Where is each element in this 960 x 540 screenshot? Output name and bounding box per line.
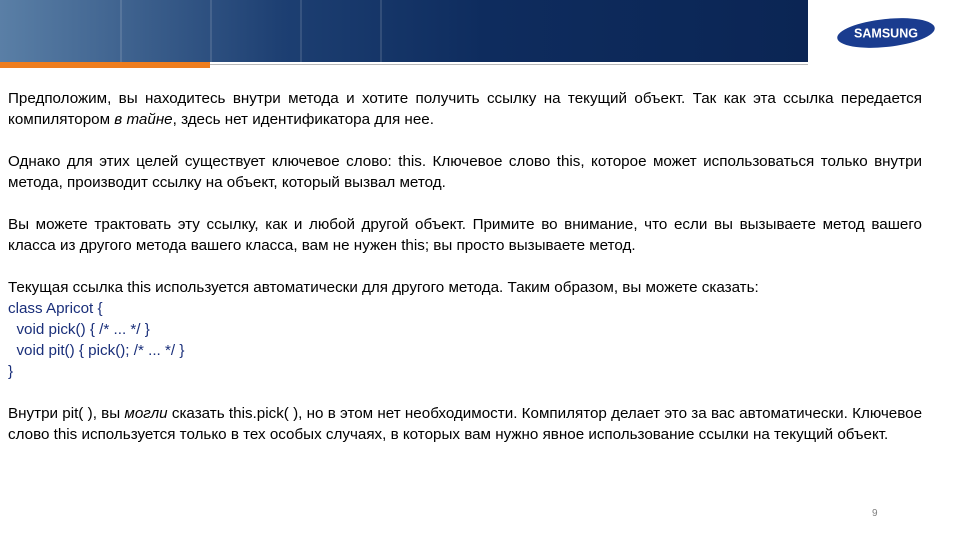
accent-bar [0, 62, 210, 68]
keyword-this: this [53, 426, 78, 443]
paragraph-1: Предположим, вы находитесь внутри метода и хотите получить ссылку на текущий объект. Так как эта ссылка передается компилятором в тайне, здесь нет идентификатора для нее. [8, 90, 922, 128]
paragraph-3: Вы можете трактовать эту ссылку, как и любой другой объект. Примите во внимание, что если вы вызываете метод вашего класса из другого метода вашего класса, вам не нужен this; вы просто вызываете метод. [8, 216, 922, 254]
paragraph-2: Однако для этих целей существует ключевое слово: this. Ключевое слово this, которое может использоваться только внутри метода, производит ссылку на объект, который вызвал метод. [8, 153, 923, 191]
code-line: void pit() { pick(); /* ... */ } [8, 342, 185, 359]
keyword-this-pick: this.pick( ) [228, 405, 299, 422]
code-line: } [8, 363, 14, 380]
keyword-this: this [401, 237, 425, 254]
keyword-this: this [127, 279, 151, 296]
divider-line [210, 64, 808, 65]
samsung-logo [836, 17, 936, 49]
keyword-this: this [398, 153, 422, 170]
code-line: class Apricot { [8, 300, 103, 317]
code-line: void pick() { /* ... */ } [8, 321, 150, 338]
paragraph-5: Внутри pit( ), вы могли сказать this.pick( ), но в этом нет необходимости. Компилятор делает это за вас автоматически. Ключевое слово this используется только в тех особых случаях, в которых вам нужно явное использование ссылки на текущий объект. [8, 405, 923, 443]
logo-text: SAMSUNG [854, 26, 918, 41]
code-block [8, 298, 922, 382]
header-banner [0, 0, 808, 62]
keyword-pit: pit( ) [62, 405, 93, 422]
paragraph-4: Текущая ссылка this используется автоматически для другого метода. Таким образом, вы можете сказать: [8, 279, 759, 296]
page-number: 9 [872, 508, 878, 519]
slide-content [8, 88, 922, 466]
keyword-this: this [556, 153, 581, 170]
